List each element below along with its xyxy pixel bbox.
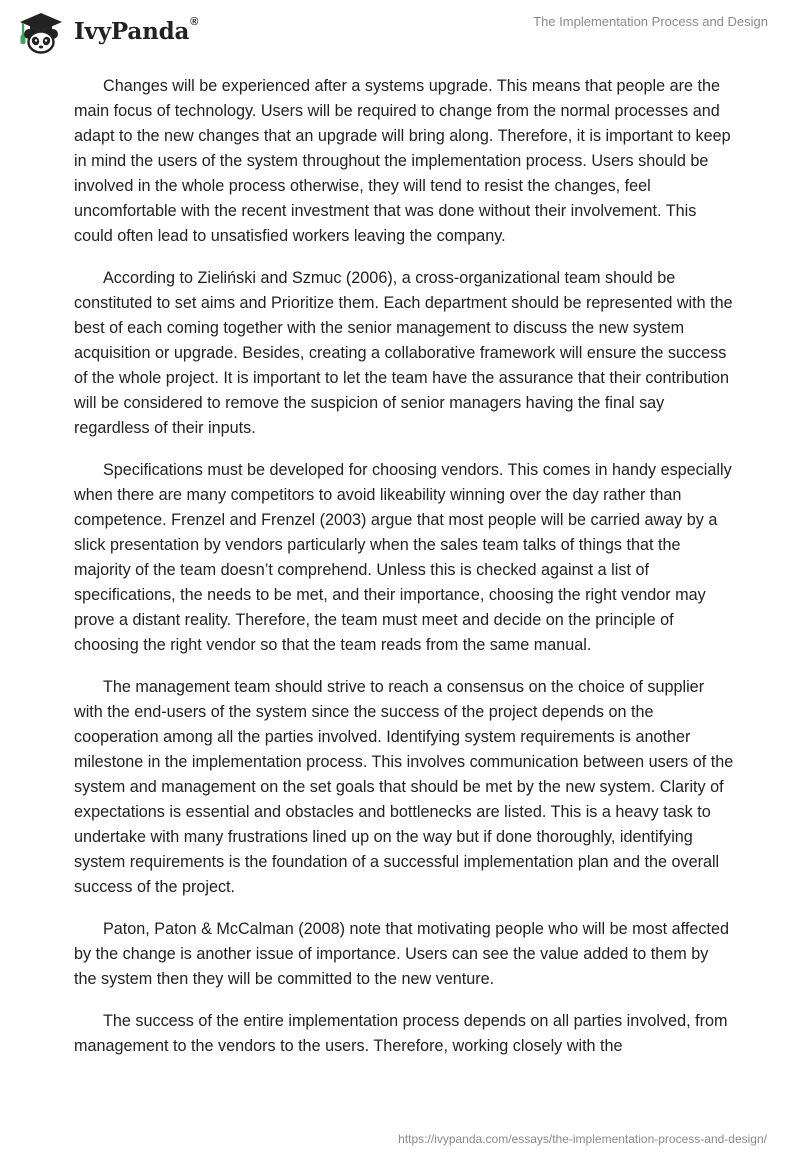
- paragraph: The management team should strive to reach a consensus on the choice of supplier with the end-users of the system since the success of the project depends on the cooperation among all the parties involved. Identifying system requirements is another milestone in the implementation process. This involves communication between users of the system and management on the set goals that should be met by the new system. Clarity of expectations is essential and obstacles and bottlenecks are listed. This is a heavy task to undertake with many frustrations lined up on the way but if done thoroughly, identifying system requirements is the foundation of a successful implementation plan and the overall success of the project.: [74, 678, 734, 896]
- paragraph: Changes will be experienced after a systems upgrade. This means that people are the main focus of technology. Users will be required to change from the normal processes and adapt to the new changes that an upgrade will bring along. Therefore, it is important to keep in mind the users of the system throughout the implementation process. Users should be involved in the whole process otherwise, they will tend to resist the changes, feel uncomfortable with the recent investment that was done without their involvement. This could often lead to unsatisfied workers leaving the company.: [74, 77, 731, 245]
- paragraph: The success of the entire implementation process depends on all parties involved, from management to the vendors to the users. Therefore, working closely with the: [74, 1012, 728, 1055]
- paragraph: Specifications must be developed for choosing vendors. This comes in handy especially when there are many competitors to avoid likeability winning over the day rather than competence. Frenzel and Frenzel (2003) argue that most people will be carried away by a slick presentation by vendors particularly when the sales team talks of things that the majority of the team doesn’t comprehend. Unless this is checked against a list of specifications, the needs to be met, and their importance, choosing the right vendor may prove a distant reality. Therefore, the team must meet and decide on the principle of choosing the right vendor so that the team reads from the same manual.: [74, 461, 732, 654]
- brand-name: IvyPanda®: [74, 15, 199, 45]
- page-header: [0, 0, 800, 60]
- essay-body: [74, 74, 734, 1076]
- panda-graduation-cap-icon: [14, 10, 68, 54]
- document-title: The Implementation Process and Design: [533, 14, 768, 29]
- paragraph: Paton, Paton & McCalman (2008) note that motivating people who will be most affected by the change is another issue of importance. Users can see the value added to them by the system then they will be committed to the new venture.: [74, 920, 729, 988]
- source-url[interactable]: https://ivypanda.com/essays/the-implementation-process-and-design/: [398, 1132, 767, 1146]
- registered-mark: ®: [190, 15, 199, 28]
- paragraph: According to Zieliński and Szmuc (2006), a cross-organizational team should be constituted to set aims and Prioritize them. Each department should be represented with the best of each coming together with the senior management to discuss the new system acquisition or upgrade. Besides, creating a collaborative framework will ensure the success of the whole project. It is important to let the team have the assurance that their contribution will be considered to remove the suspicion of senior managers having the final say regardless of their inputs.: [74, 269, 733, 437]
- brand-logo[interactable]: [14, 10, 198, 54]
